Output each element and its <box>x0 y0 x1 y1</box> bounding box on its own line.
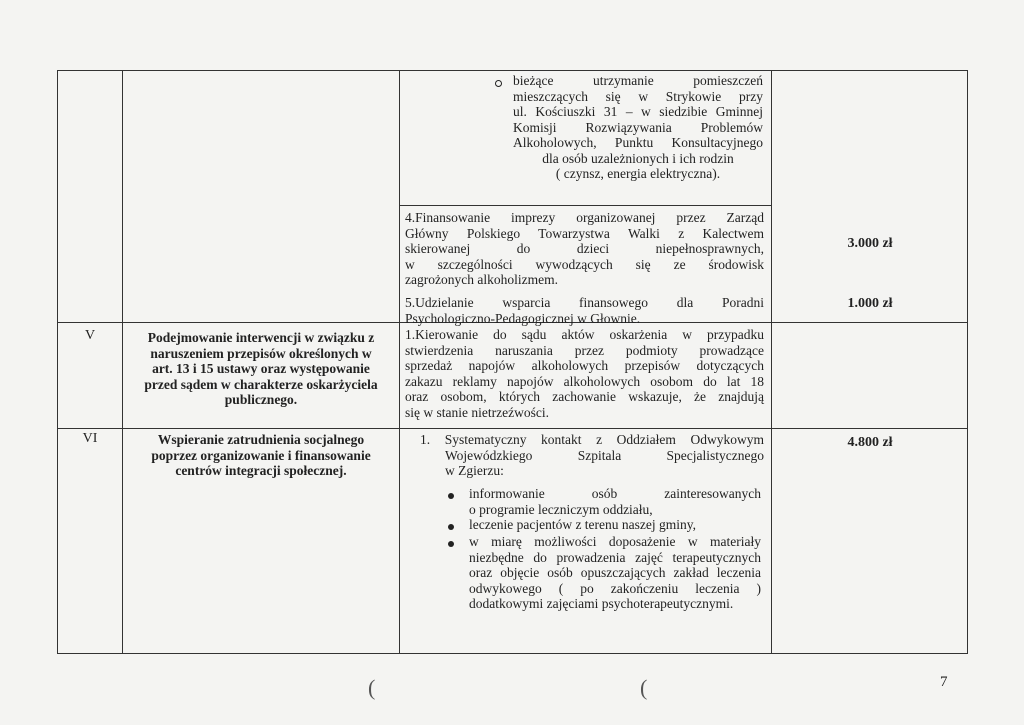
section-vi-number: VI <box>82 431 98 446</box>
bullet-icon <box>448 541 454 547</box>
text-line: oraz osobom, których zachowanie wskazuje, że znajdują <box>405 389 764 404</box>
text-line: Psychologiczno-Pedagogicznej w Głownie. <box>405 310 641 326</box>
text-line: niezbędne do prowadzenia zajęć terapeutycznych <box>469 549 761 565</box>
page-number: 7 <box>940 674 948 690</box>
text-line: Alkoholowych, Punktu Konsultacyjnego <box>513 135 763 150</box>
text-line: Komisji Rozwiązywania Problemów <box>513 119 763 135</box>
text-line: sprzedaż napojów alkoholowych przepisów dotyczących <box>405 358 764 373</box>
text-line: centrów integracji społecznej. <box>175 463 347 478</box>
bullet-item-doposazenie <box>469 534 761 612</box>
text-line: przed sądem w charakterze oskarżyciela <box>144 376 378 392</box>
text-line: Główny Polskiego Towarzystwa Walki z Kalectwem <box>405 225 764 241</box>
text-line: mieszczących się w Strykowie przy <box>513 88 763 104</box>
text-line: art. 13 i 15 ustawy oraz występowanie <box>152 361 370 376</box>
bullet-item-informowanie <box>469 486 761 517</box>
text-line: odwykowego ( po zakończeniu leczenia ) <box>469 580 761 596</box>
section-vi-amount: 4.800 zł <box>847 435 893 450</box>
text-line: naruszeniem przepisów określonych w <box>150 345 372 361</box>
bullet-icon <box>448 524 454 530</box>
text-line: leczenie pacjentów z terenu naszej gminy, <box>469 517 697 532</box>
text-line: 5.Udzielanie wsparcia finansowego dla Poradni <box>405 295 764 310</box>
text-line: oraz objęcie osób opuszczających zakład leczenia <box>469 565 761 580</box>
text-line: publicznego. <box>224 392 298 407</box>
text-line: w Zgierzu: <box>445 463 504 478</box>
table-top-border <box>57 70 968 71</box>
continuation-item <box>513 73 763 182</box>
text-line: 1.Kierowanie do sądu aktów oskarżenia w przypadku <box>405 327 764 342</box>
text-line: skierowanej do dzieci niepełnosprawnych, <box>405 241 764 256</box>
column-divider-1 <box>122 70 123 654</box>
text-line: Wojewódzkiego Szpitala Specjalistycznego <box>445 447 764 463</box>
text-line: dodatkowymi zajęciami psychoterapeutycznymi. <box>469 596 734 611</box>
hollow-bullet-icon <box>495 80 502 87</box>
column-divider-3 <box>771 70 772 654</box>
scan-mark-right: ( <box>640 675 648 700</box>
text-line: w szczególności wywodzących się ze środowisk <box>405 256 764 272</box>
text-line: się w stanie nietrzeźwości. <box>405 404 549 420</box>
row-divider-section-vi <box>57 428 968 429</box>
text-line: w miarę możliwości doposażenie w materiały <box>469 534 761 549</box>
section-v-title <box>126 330 396 408</box>
text-line: stwierdzenia naruszania przez podmioty prowadzące <box>405 342 764 358</box>
scan-mark-left: ( <box>368 675 376 700</box>
text-line: poprzez organizowanie i finansowanie <box>151 447 371 463</box>
section-vi-title <box>126 432 396 479</box>
task-5-amount: 1.000 zł <box>847 296 893 311</box>
text-line: bieżące utrzymanie pomieszczeń <box>513 73 763 88</box>
bullet-item-leczenie <box>469 517 761 533</box>
text-line: ( czynsz, energia elektryczna). <box>555 166 721 181</box>
text-line: 4.Finansowanie imprezy organizowanej przez Zarząd <box>405 210 764 225</box>
section-v-task <box>405 327 764 420</box>
task-4-amount: 3.000 zł <box>847 236 893 251</box>
text-line: 1. Systematyczny kontakt z Oddziałem Odwykowym <box>420 432 764 447</box>
text-line: ul. Kościuszki 31 – w siedzibie Gminnej <box>513 104 763 119</box>
text-line: Wspieranie zatrudnienia socjalnego <box>157 432 365 447</box>
text-line: zakazu reklamy napojów alkoholowych osobom do lat 18 <box>405 373 764 389</box>
table-left-border <box>57 70 58 654</box>
bullet-icon <box>448 493 454 499</box>
task-5-text <box>405 295 764 326</box>
table-right-border <box>967 70 968 654</box>
text-line: Podejmowanie interwencji w związku z <box>147 330 375 345</box>
task-list-top-line <box>399 205 772 206</box>
column-divider-2 <box>399 70 400 654</box>
section-vi-intro <box>420 432 764 479</box>
section-v-number: V <box>84 328 96 343</box>
text-line: zagrożonych alkoholizmem. <box>405 272 558 287</box>
text-line: informowanie osób zainteresowanych <box>469 486 761 501</box>
text-line: dla osób uzależnionych i ich rodzin <box>542 150 734 166</box>
task-4-text <box>405 210 764 288</box>
table-bottom-border <box>57 653 968 654</box>
text-line: o programie leczniczym oddziału, <box>469 501 653 517</box>
